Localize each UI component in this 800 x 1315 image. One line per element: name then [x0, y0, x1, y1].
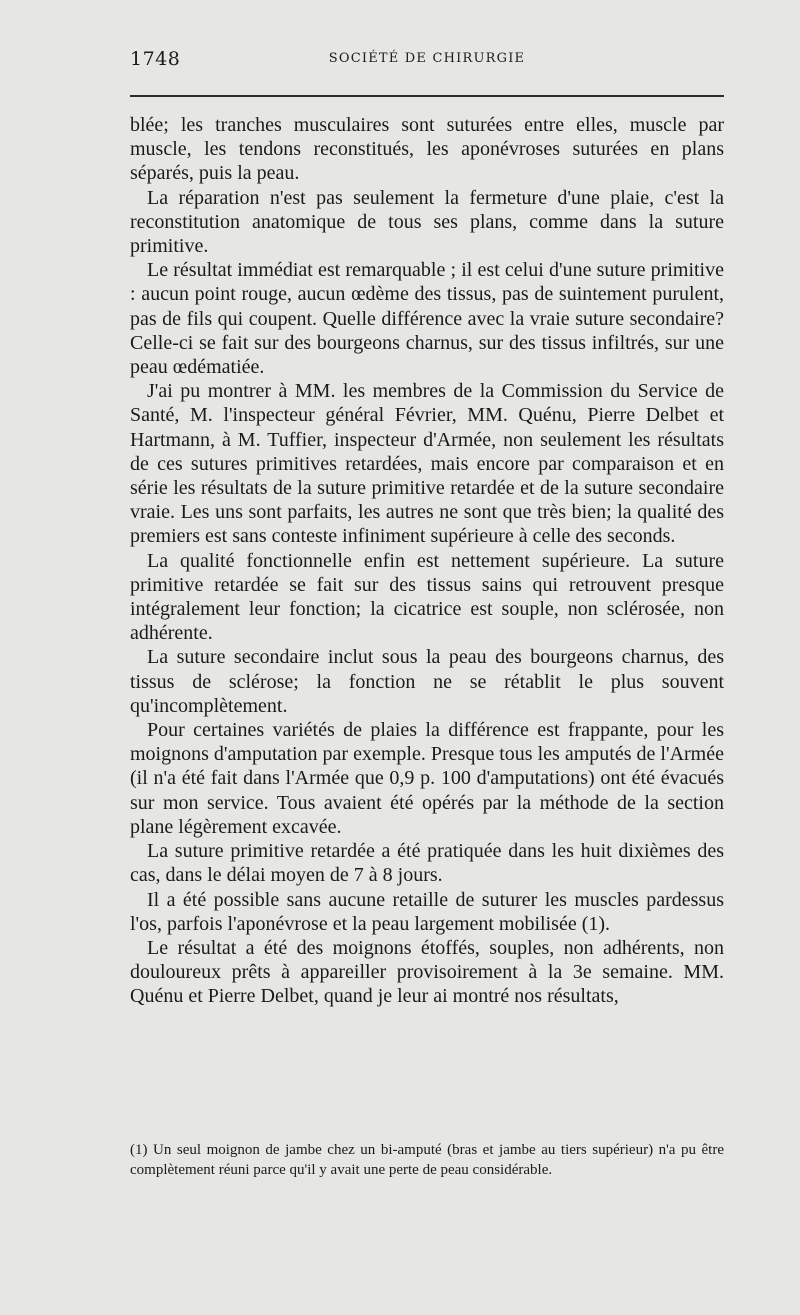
paragraph: Pour certaines variétés de plaies la différence est frappante, pour les moignons d'amputation par exemple. Presque tous les amputés de l'Armée (il n'a été fait dans l'Armée que 0,9 p. 100 d'amputations) ont été évacués sur mon service. Tous avaient été opérés par la méthode de la section plane légèrement excavée.	[130, 719, 724, 838]
paragraph-continuation: blée; les tranches musculaires sont suturées entre elles, muscle par muscle, les tendons reconstitués, les aponévroses suturées en plans séparés, puis la peau.	[130, 114, 724, 185]
paragraph: La suture primitive retardée a été pratiquée dans les huit dixièmes des cas, dans le délai moyen de 7 à 8 jours.	[130, 840, 724, 887]
paragraph: La suture secondaire inclut sous la peau des bourgeons charnus, des tissus de sclérose; la fonction ne se rétablit le plus souvent qu'incomplètement.	[130, 646, 724, 717]
page-number: 1748	[130, 48, 181, 70]
footnote	[130, 1140, 724, 1180]
page-header	[130, 48, 724, 78]
paragraph: J'ai pu montrer à MM. les membres de la Commission du Service de Santé, M. l'inspecteur général Février, MM. Quénu, Pierre Delbet et Hartmann, à M. Tuffier, inspecteur d'Armée, non seulement les résultats de ces sutures primitives retardées, mais encore par comparaison et en série les résultats de la suture primitive retardée et de la suture secondaire vraie. Les uns sont parfaits, les autres ne sont que très bien; la qualité des premiers est sans conteste infiniment supérieure à celle des seconds.	[130, 380, 724, 548]
footnote-text: (1) Un seul moignon de jambe chez un bi-amputé (bras et jambe au tiers supérieur) n'a pu être complètement réuni parce qu'il y avait une perte de peau considérable.	[130, 1142, 724, 1178]
paragraph: Le résultat immédiat est remarquable ; il est celui d'une suture primitive : aucun point rouge, aucun œdème des tissus, pas de suintement purulent, pas de fils qui coupent. Quelle différence avec la vraie suture secondaire? Celle-ci se fait sur des bourgeons charnus, sur des tissus infiltrés, sur une peau œdématiée.	[130, 259, 724, 379]
paragraph: La réparation n'est pas seulement la fermeture d'une plaie, c'est la reconstitution anatomique de tous ses plans, comme dans la suture primitive.	[130, 186, 724, 258]
paragraph: La qualité fonctionnelle enfin est nettement supérieure. La suture primitive retardée se fait sur des tissus sains qui retrouvent presque intégralement leur fonction; la cicatrice est souple, non sclérosée, non adhérente.	[130, 549, 724, 645]
paragraph: Le résultat a été des moignons étoffés, souples, non adhérents, non douloureux prêts à appareiller provisoirement à la 3e semaine. MM. Quénu et Pierre Delbet, quand je leur ai montré nos résultats,	[130, 936, 724, 1008]
paragraph: Il a été possible sans aucune retaille de suturer les muscles pardessus l'os, parfois l'aponévrose et la peau largement mobilisée (1).	[130, 888, 724, 935]
running-title: SOCIÉTÉ DE CHIRURGIE	[328, 51, 526, 66]
header-rule	[130, 95, 724, 97]
body-text	[130, 113, 724, 1009]
